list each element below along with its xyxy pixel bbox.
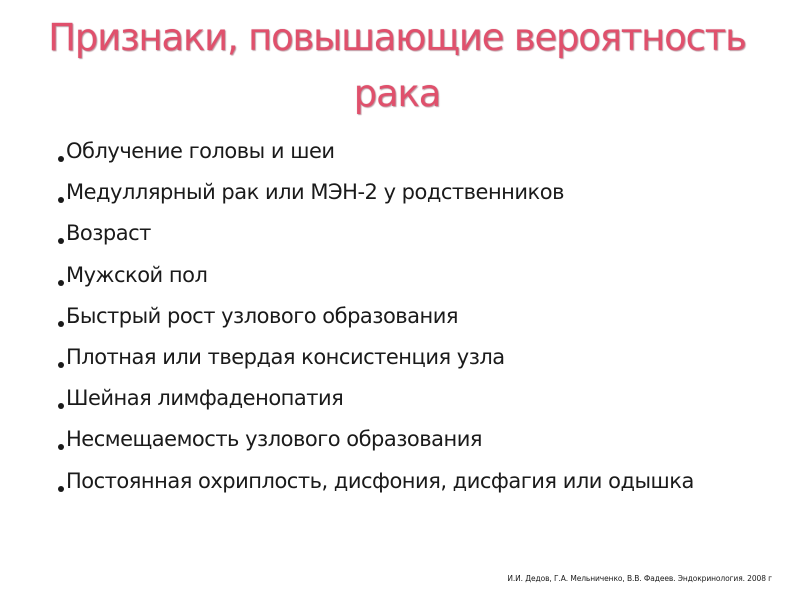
- bullet-text: Постоянная охриплость, дисфония, дисфагия или одышка: [66, 468, 694, 493]
- bullet-dot-icon: [58, 238, 64, 244]
- bullet-dot-icon: [58, 321, 64, 327]
- bullet-dot-icon: [58, 156, 64, 162]
- bullet-text: Возраст: [66, 221, 151, 246]
- bullet-text: Быстрый рост узлового образования: [66, 303, 459, 328]
- bullet-dot-icon: [58, 403, 64, 409]
- bullet-dot-icon: [58, 280, 64, 286]
- bullet-text: Плотная или твердая консистенция узла: [66, 344, 505, 369]
- bullet-text: Мужской пол: [66, 262, 208, 287]
- bullet-dot-icon: [58, 362, 64, 368]
- slide-title: [0, 10, 794, 122]
- slide-title-line-1: Признаки, повышающие вероятность: [48, 16, 746, 59]
- bullet-dot-icon: [58, 486, 64, 492]
- citation: И.И. Дедов, Г.А. Мельниченко, В.В. Фадеев. Эндокринология. 2008 г: [507, 574, 772, 583]
- bullet-dot-icon: [58, 197, 64, 203]
- bullet-text: Облучение головы и шеи: [66, 139, 335, 163]
- bullet-text: Медуллярный рак или МЭН-2 у родственников: [66, 180, 564, 205]
- bullet-dot-icon: [58, 444, 64, 450]
- bullet-text: Несмещаемость узлового образования: [66, 427, 483, 452]
- slide-title-line-2: рака: [353, 72, 441, 115]
- bullet-text: Шейная лимфаденопатия: [66, 386, 344, 411]
